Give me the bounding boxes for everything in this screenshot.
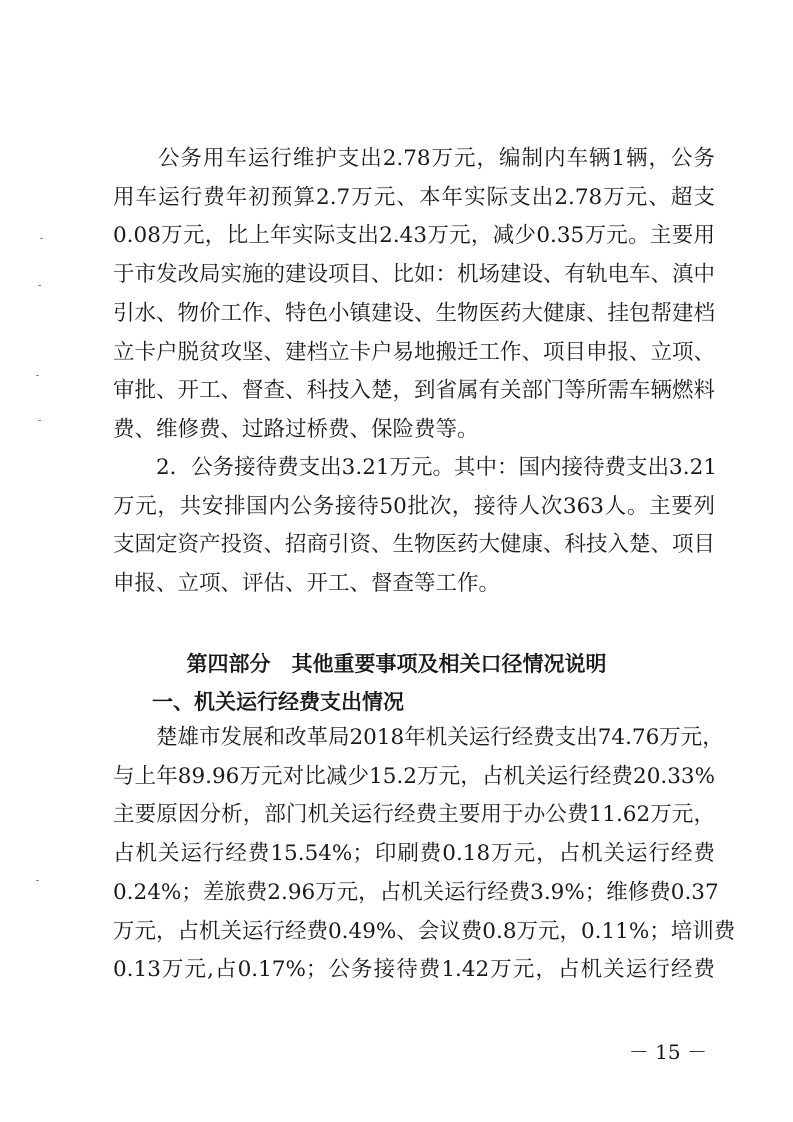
text-line: 于市发改局实施的建设项目、比如：机场建设、有轨电车、滇中 [113,262,716,288]
text-line: 0.08万元，比上年实际支出2.43万元，减少0.35万元。主要用 [113,223,715,249]
text-line: 审批、开工、督查、科技入楚，到省属有关部门等所需车辆燃料 [113,378,716,404]
text-line: 占机关运行经费15.54%；印刷费0.18万元，占机关运行经费 [113,841,715,867]
text-line: 引水、物价工作、特色小镇建设、生物医药大健康、挂包帮建档 [113,300,716,326]
scan-speck [36,375,39,376]
scan-speck [38,420,41,421]
text-line: 公务用车运行维护支出2.78万元，编制内车辆1辆，公务 [113,146,715,171]
text-line: 楚雄市发展和改革局2018年机关运行经费支出74.76万元， [113,725,724,750]
text-line: 支固定资产投资、招商引资、生物医药大健康、科技入楚、项目 [113,532,716,558]
text-line: 用车运行费年初预算2.7万元、本年实际支出2.78万元、超支 [113,184,715,210]
text-line: 万元，共安排国内公务接待50批次，接待人次363人。主要列 [113,493,715,519]
paragraph-operating-expense [113,719,736,990]
paragraph-vehicle-expense [113,140,715,450]
text-line: 与上年89.96万元对比减少15.2万元，占机关运行经费20.33% [113,763,715,789]
sub-heading: 一、机关运行经费支出情况 [152,690,404,714]
scan-speck [40,238,43,239]
text-line: 申报、立项、评估、开工、督查等工作。 [113,571,501,597]
paragraph-reception-expense [113,449,715,604]
scan-speck [36,880,39,881]
part-heading: 第四部分 其他重要事项及相关口径情况说明 [186,652,607,676]
text-line: 2．公务接待费支出3.21万元。其中：国内接待费支出3.21 [113,455,717,480]
text-line: 立卡户脱贫攻坚、建档立卡户易地搬迁工作、项目申报、立项、 [113,339,716,365]
scan-speck [38,285,41,286]
text-line: 0.13万元,占0.17%；公务接待费1.42万元，占机关运行经费 [113,957,715,983]
text-line: 0.24%；差旅费2.96万元，占机关运行经费3.9%；维修费0.37 [113,879,719,905]
page-number: － 15 － [628,1040,707,1064]
text-line: 费、维修费、过路过桥费、保险费等。 [113,416,479,442]
text-line: 万元，占机关运行经费0.49%、会议费0.8万元，0.11%；培训费 [113,918,736,944]
text-line: 主要原因分析，部门机关运行经费主要用于办公费11.62万元， [113,802,715,828]
